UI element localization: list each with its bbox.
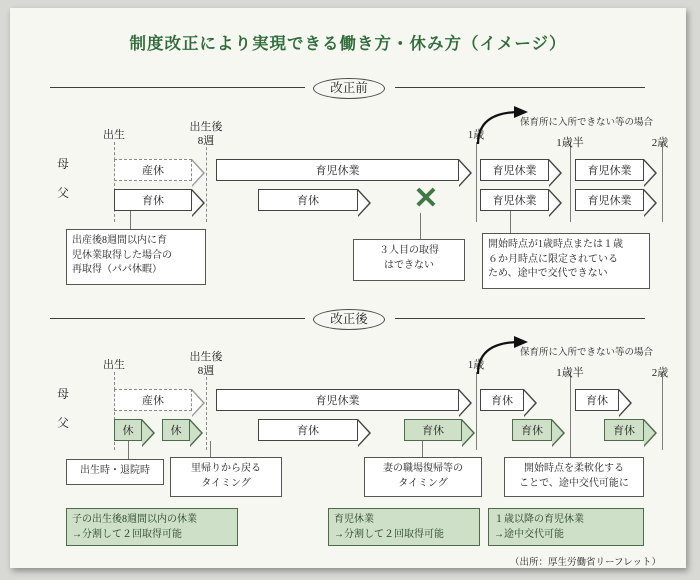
bar-label-ikukyu-after-2: 育休 [404, 419, 462, 441]
green-box-3 [488, 508, 644, 546]
after-father-kyu-2 [162, 419, 203, 441]
arrow-head [192, 389, 205, 417]
bar-label-ikujikyugyo-father-before-3: 育児休業 [575, 189, 644, 211]
callout-line: 妻の職場復帰等の [383, 463, 463, 474]
before-divider-left [50, 87, 305, 88]
tick-week8-before-line2: 8週 [197, 135, 215, 147]
green-box-line: １歳以降の育児休業 [494, 514, 584, 525]
before-mother-ikuji-3 [575, 159, 657, 181]
arrow-head [552, 419, 565, 447]
guide-age1half-after [570, 372, 571, 450]
bar-label-ikujikyugyo-father-before-2: 育児休業 [480, 189, 549, 211]
callout-line: 再取得（パパ休暇） [72, 264, 162, 275]
guide-age1-after [476, 372, 477, 450]
source-note: （出所：厚生労働省リーフレット） [510, 558, 662, 568]
row-label-father-before: 父 [57, 186, 70, 200]
bar-label-ikukyu-before-2: 育休 [258, 189, 358, 211]
after-father-ikukyu-4 [604, 419, 657, 441]
callout-leader-after-2 [210, 441, 211, 457]
callout-line: ため、途中で交代できない [488, 268, 608, 279]
arrow-head [190, 419, 203, 447]
callout-leader-after-4 [570, 441, 571, 457]
bar-label-kyu-after-1: 休 [114, 419, 142, 441]
guide-week8-before [206, 142, 207, 222]
callout-after-1 [66, 459, 164, 485]
callout-leader-after-1 [128, 441, 129, 459]
arrow-head [459, 389, 472, 417]
green-box-2 [328, 508, 480, 546]
row-label-mother-after: 母 [57, 387, 70, 401]
after-father-ikukyu-1 [258, 419, 371, 441]
callout-line: 児休業取得した場合の [72, 249, 172, 261]
after-mother-ikukyu-2 [480, 389, 537, 411]
callout-line: 開始時点を柔軟化する [524, 463, 624, 474]
tick-age1half-before: 1歳半 [556, 137, 584, 149]
arrow-head [549, 159, 562, 187]
tick-week8-after-line2: 8週 [197, 365, 215, 377]
tick-age2-before: 2歳 [651, 137, 669, 149]
after-father-ikukyu-2 [404, 419, 475, 441]
callout-line: タイミング [398, 477, 448, 489]
callout-line: タイミング [201, 477, 251, 489]
tick-age1-before: 1歳 [467, 129, 485, 141]
after-mother-ikukyu-3 [575, 389, 632, 411]
callout-before-3 [482, 233, 650, 289]
green-box-line: →分割して２回取得可能 [72, 528, 182, 540]
after-father-ikukyu-3 [512, 419, 565, 441]
callout-after-2 [170, 457, 282, 497]
arrow-head [142, 419, 155, 447]
bar-label-ikukyu-mother-after-3: 育休 [575, 389, 619, 411]
nursery-curve-arrow-after [476, 336, 532, 376]
after-divider-right [395, 318, 645, 319]
callout-after-3 [364, 457, 482, 497]
bar-label-ikukyu-mother-after-2: 育休 [480, 389, 524, 411]
before-mother-sankyu [114, 159, 205, 181]
after-father-kyu-1 [114, 419, 155, 441]
arrow-head [358, 189, 371, 217]
arrow-head [192, 189, 205, 217]
arrow-head [619, 389, 632, 417]
tick-week8-after-line1: 出生後 [189, 351, 223, 363]
callout-line: ６か月時点に限定されている [488, 253, 618, 265]
section-label-after: 改正後 [313, 309, 385, 330]
callout-leader-before-2 [420, 213, 421, 239]
arrow-head [549, 189, 562, 217]
tick-birth-after: 出生 [103, 359, 125, 371]
bar-label-ikujikyugyo-after: 育児休業 [216, 389, 459, 411]
green-box-line: →途中交代可能 [494, 528, 564, 540]
row-label-mother-before: 母 [57, 157, 70, 171]
tick-age1half-after: 1歳半 [556, 367, 584, 379]
guide-week8-after [206, 372, 207, 450]
callout-leader-before-1 [130, 211, 131, 229]
bar-label-ikukyu-after-4: 育休 [604, 419, 644, 441]
arrow-head [644, 159, 657, 187]
diagram-stage [10, 8, 686, 568]
bar-label-ikukyu-after-3: 育休 [512, 419, 552, 441]
arrow-head [192, 159, 205, 187]
after-mother-sankyu [114, 389, 205, 411]
bar-label-kyu-after-2: 休 [162, 419, 190, 441]
callout-line: ３人目の取得 [379, 245, 439, 256]
bar-label-sankyu-before: 産休 [114, 159, 192, 181]
after-mother-ikuji [216, 389, 472, 411]
page-title: 制度改正により実現できる働き方・休み方（イメージ） [129, 34, 567, 53]
arrow-head [524, 389, 537, 417]
before-mother-ikuji-2 [480, 159, 562, 181]
callout-line: 出生時・退院時 [80, 465, 150, 476]
callout-line: 開始時点が1歳時点または１歳 [488, 239, 623, 250]
bar-label-ikujikyugyo-before-3: 育児休業 [575, 159, 644, 181]
section-label-before: 改正前 [313, 78, 385, 99]
callout-line: ことで、途中交代可能に [519, 477, 629, 489]
bar-label-ikujikyugyo-before-2: 育児休業 [480, 159, 549, 181]
bar-label-ikukyu-after-1: 育休 [258, 419, 358, 441]
arrow-head [462, 419, 475, 447]
arrow-head [459, 159, 472, 187]
guide-age2-before [662, 142, 663, 222]
diagram-page [10, 8, 686, 568]
arrow-head [358, 419, 371, 447]
cross-mark-before: ✕ [413, 182, 439, 215]
before-father-ikuji-2 [480, 189, 562, 211]
before-father-ikukyu-2 [258, 189, 371, 211]
callout-line: 里帰りから戻る [191, 463, 261, 474]
green-box-line: 子の出生後8週間以内の休業 [72, 514, 197, 525]
tick-birth-before: 出生 [103, 129, 125, 141]
before-father-ikukyu-1 [114, 189, 205, 211]
after-divider-left [50, 318, 305, 319]
callout-line: 出産後8週間以内に育 [72, 235, 167, 246]
callout-leader-before-3 [510, 211, 511, 233]
before-divider-right [395, 87, 645, 88]
tick-age1-after: 1歳 [467, 359, 485, 371]
guide-age2-after [662, 372, 663, 450]
bar-label-ikukyu-before-1: 育休 [114, 189, 192, 211]
arrow-head [644, 189, 657, 217]
nursery-curve-arrow-before [476, 106, 532, 146]
callout-before-2 [353, 239, 465, 281]
before-father-ikuji-3 [575, 189, 657, 211]
arrow-head [644, 419, 657, 447]
guide-age1-before [476, 142, 477, 222]
nursery-note-after: 保育所に入所できない等の場合 [520, 348, 654, 358]
before-mother-ikuji [216, 159, 472, 181]
green-box-1 [66, 508, 238, 546]
callout-leader-after-3 [422, 441, 423, 457]
green-box-line: →分割して２回取得可能 [334, 528, 444, 540]
tick-age2-after: 2歳 [651, 367, 669, 379]
green-box-line: 育児休業 [334, 514, 374, 525]
callout-line: はできない [384, 259, 434, 271]
row-label-father-after: 父 [57, 416, 70, 430]
guide-age1half-before [570, 142, 571, 222]
nursery-note-before: 保育所に入所できない等の場合 [520, 118, 654, 128]
callout-after-4 [504, 457, 644, 497]
bar-label-sankyu-after: 産休 [114, 389, 192, 411]
bar-label-ikujikyugyo-before: 育児休業 [216, 159, 459, 181]
tick-week8-before-line1: 出生後 [189, 121, 223, 133]
callout-before-1 [66, 229, 206, 285]
